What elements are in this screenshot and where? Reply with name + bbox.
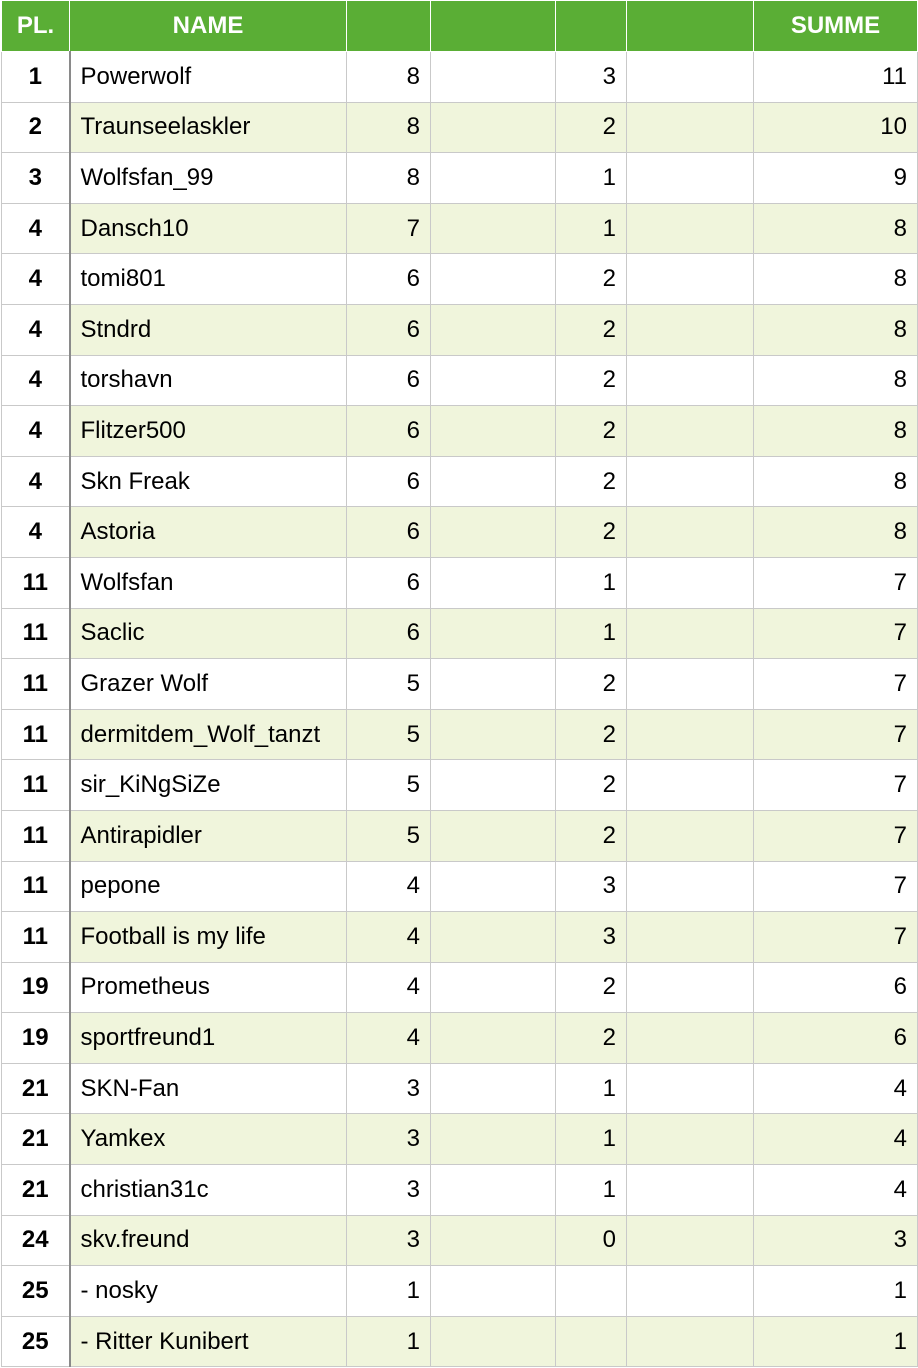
table-row <box>2 557 918 608</box>
points-a-cell: 6 <box>347 406 431 457</box>
points-a-cell: 6 <box>347 254 431 305</box>
points-b-cell <box>431 1165 556 1216</box>
name-cell: tomi801 <box>70 254 347 305</box>
sum-cell: 7 <box>754 861 918 912</box>
points-a-cell: 4 <box>347 1013 431 1064</box>
points-d-cell <box>627 608 754 659</box>
points-a-cell: 3 <box>347 1114 431 1165</box>
sum-cell: 8 <box>754 203 918 254</box>
points-d-cell <box>627 355 754 406</box>
header-col-4 <box>431 1 556 52</box>
table-row <box>2 962 918 1013</box>
points-a-cell: 6 <box>347 557 431 608</box>
table-row <box>2 153 918 204</box>
points-d-cell <box>627 557 754 608</box>
place-cell: 11 <box>2 861 70 912</box>
table-row <box>2 1063 918 1114</box>
name-cell: dermitdem_Wolf_tanzt <box>70 709 347 760</box>
points-d-cell <box>627 52 754 103</box>
place-cell: 4 <box>2 304 70 355</box>
header-name: NAME <box>70 1 347 52</box>
place-cell: 4 <box>2 406 70 457</box>
header-row <box>2 1 918 52</box>
sum-cell: 7 <box>754 760 918 811</box>
table-row <box>2 1215 918 1266</box>
points-c-cell <box>556 1266 627 1317</box>
sum-cell: 7 <box>754 810 918 861</box>
table-row <box>2 406 918 457</box>
place-cell: 21 <box>2 1165 70 1216</box>
standings-table <box>1 0 918 1367</box>
place-cell: 11 <box>2 810 70 861</box>
sum-cell: 7 <box>754 659 918 710</box>
name-cell: Grazer Wolf <box>70 659 347 710</box>
name-cell: Powerwolf <box>70 52 347 103</box>
sum-cell: 1 <box>754 1266 918 1317</box>
sum-cell: 8 <box>754 406 918 457</box>
table-row <box>2 355 918 406</box>
name-cell: Traunseelaskler <box>70 102 347 153</box>
table-row <box>2 254 918 305</box>
points-b-cell <box>431 1316 556 1367</box>
points-b-cell <box>431 659 556 710</box>
table-row <box>2 1316 918 1367</box>
sum-cell: 6 <box>754 962 918 1013</box>
points-c-cell: 2 <box>556 304 627 355</box>
table-row <box>2 861 918 912</box>
name-cell: sportfreund1 <box>70 1013 347 1064</box>
place-cell: 25 <box>2 1266 70 1317</box>
points-a-cell: 3 <box>347 1063 431 1114</box>
points-c-cell: 2 <box>556 456 627 507</box>
place-cell: 11 <box>2 912 70 963</box>
points-d-cell <box>627 254 754 305</box>
points-b-cell <box>431 507 556 558</box>
points-c-cell: 1 <box>556 153 627 204</box>
points-c-cell: 1 <box>556 608 627 659</box>
points-c-cell: 2 <box>556 659 627 710</box>
name-cell: christian31c <box>70 1165 347 1216</box>
table-row <box>2 608 918 659</box>
header-summe: SUMME <box>754 1 918 52</box>
sum-cell: 7 <box>754 709 918 760</box>
name-cell: Saclic <box>70 608 347 659</box>
table-row <box>2 1165 918 1216</box>
table-row <box>2 1114 918 1165</box>
sum-cell: 4 <box>754 1165 918 1216</box>
place-cell: 11 <box>2 760 70 811</box>
points-a-cell: 3 <box>347 1215 431 1266</box>
sum-cell: 11 <box>754 52 918 103</box>
table-row <box>2 507 918 558</box>
points-d-cell <box>627 304 754 355</box>
points-d-cell <box>627 709 754 760</box>
points-d-cell <box>627 659 754 710</box>
points-d-cell <box>627 810 754 861</box>
name-cell: - nosky <box>70 1266 347 1317</box>
name-cell: Astoria <box>70 507 347 558</box>
points-c-cell: 3 <box>556 52 627 103</box>
place-cell: 11 <box>2 659 70 710</box>
points-a-cell: 6 <box>347 355 431 406</box>
points-c-cell: 2 <box>556 709 627 760</box>
sum-cell: 8 <box>754 304 918 355</box>
points-b-cell <box>431 102 556 153</box>
points-c-cell: 3 <box>556 861 627 912</box>
points-d-cell <box>627 1013 754 1064</box>
header-col-6 <box>627 1 754 52</box>
place-cell: 4 <box>2 254 70 305</box>
points-a-cell: 6 <box>347 608 431 659</box>
name-cell: Stndrd <box>70 304 347 355</box>
points-a-cell: 6 <box>347 507 431 558</box>
points-a-cell: 8 <box>347 102 431 153</box>
points-a-cell: 7 <box>347 203 431 254</box>
name-cell: Football is my life <box>70 912 347 963</box>
points-b-cell <box>431 1266 556 1317</box>
points-d-cell <box>627 102 754 153</box>
points-a-cell: 4 <box>347 861 431 912</box>
points-c-cell: 2 <box>556 810 627 861</box>
table-row <box>2 203 918 254</box>
place-cell: 21 <box>2 1114 70 1165</box>
points-c-cell: 2 <box>556 254 627 305</box>
points-a-cell: 6 <box>347 456 431 507</box>
table-row <box>2 912 918 963</box>
name-cell: Yamkex <box>70 1114 347 1165</box>
table-row <box>2 1013 918 1064</box>
points-a-cell: 4 <box>347 912 431 963</box>
table-row <box>2 659 918 710</box>
points-c-cell: 1 <box>556 1114 627 1165</box>
table-row <box>2 709 918 760</box>
points-a-cell: 5 <box>347 709 431 760</box>
place-cell: 11 <box>2 608 70 659</box>
points-a-cell: 4 <box>347 962 431 1013</box>
points-c-cell: 2 <box>556 760 627 811</box>
place-cell: 1 <box>2 52 70 103</box>
sum-cell: 8 <box>754 355 918 406</box>
name-cell: Skn Freak <box>70 456 347 507</box>
header-col-5 <box>556 1 627 52</box>
place-cell: 2 <box>2 102 70 153</box>
points-b-cell <box>431 1215 556 1266</box>
place-cell: 4 <box>2 203 70 254</box>
table-row <box>2 102 918 153</box>
points-d-cell <box>627 1114 754 1165</box>
points-a-cell: 5 <box>347 760 431 811</box>
points-b-cell <box>431 810 556 861</box>
points-c-cell: 2 <box>556 355 627 406</box>
name-cell: Antirapidler <box>70 810 347 861</box>
name-cell: SKN-Fan <box>70 1063 347 1114</box>
sum-cell: 4 <box>754 1063 918 1114</box>
sum-cell: 8 <box>754 507 918 558</box>
points-d-cell <box>627 153 754 204</box>
points-d-cell <box>627 861 754 912</box>
sum-cell: 3 <box>754 1215 918 1266</box>
points-d-cell <box>627 1316 754 1367</box>
points-a-cell: 6 <box>347 304 431 355</box>
sum-cell: 8 <box>754 254 918 305</box>
points-b-cell <box>431 861 556 912</box>
table-row <box>2 760 918 811</box>
points-d-cell <box>627 912 754 963</box>
points-a-cell: 5 <box>347 659 431 710</box>
points-b-cell <box>431 406 556 457</box>
sum-cell: 7 <box>754 608 918 659</box>
name-cell: Wolfsfan <box>70 557 347 608</box>
name-cell: pepone <box>70 861 347 912</box>
place-cell: 4 <box>2 507 70 558</box>
points-d-cell <box>627 1266 754 1317</box>
points-b-cell <box>431 1063 556 1114</box>
place-cell: 11 <box>2 709 70 760</box>
sum-cell: 7 <box>754 557 918 608</box>
place-cell: 4 <box>2 456 70 507</box>
points-d-cell <box>627 456 754 507</box>
points-c-cell <box>556 1316 627 1367</box>
points-d-cell <box>627 507 754 558</box>
points-a-cell: 1 <box>347 1316 431 1367</box>
points-d-cell <box>627 1165 754 1216</box>
place-cell: 4 <box>2 355 70 406</box>
points-a-cell: 8 <box>347 153 431 204</box>
points-b-cell <box>431 456 556 507</box>
sum-cell: 9 <box>754 153 918 204</box>
place-cell: 21 <box>2 1063 70 1114</box>
name-cell: Dansch10 <box>70 203 347 254</box>
points-b-cell <box>431 153 556 204</box>
points-b-cell <box>431 608 556 659</box>
points-d-cell <box>627 406 754 457</box>
points-b-cell <box>431 52 556 103</box>
points-d-cell <box>627 760 754 811</box>
place-cell: 25 <box>2 1316 70 1367</box>
points-b-cell <box>431 304 556 355</box>
points-c-cell: 2 <box>556 507 627 558</box>
points-b-cell <box>431 1114 556 1165</box>
table-row <box>2 810 918 861</box>
place-cell: 24 <box>2 1215 70 1266</box>
points-c-cell: 2 <box>556 406 627 457</box>
points-b-cell <box>431 203 556 254</box>
table-row <box>2 304 918 355</box>
points-a-cell: 8 <box>347 52 431 103</box>
points-c-cell: 2 <box>556 1013 627 1064</box>
points-c-cell: 1 <box>556 1063 627 1114</box>
points-c-cell: 3 <box>556 912 627 963</box>
place-cell: 3 <box>2 153 70 204</box>
sum-cell: 1 <box>754 1316 918 1367</box>
table-row <box>2 456 918 507</box>
points-c-cell: 2 <box>556 962 627 1013</box>
header-col-3 <box>347 1 431 52</box>
sum-cell: 6 <box>754 1013 918 1064</box>
points-b-cell <box>431 912 556 963</box>
name-cell: Prometheus <box>70 962 347 1013</box>
points-c-cell: 1 <box>556 1165 627 1216</box>
name-cell: - Ritter Kunibert <box>70 1316 347 1367</box>
points-c-cell: 2 <box>556 102 627 153</box>
place-cell: 19 <box>2 1013 70 1064</box>
place-cell: 19 <box>2 962 70 1013</box>
points-d-cell <box>627 203 754 254</box>
points-c-cell: 0 <box>556 1215 627 1266</box>
sum-cell: 7 <box>754 912 918 963</box>
points-a-cell: 5 <box>347 810 431 861</box>
points-d-cell <box>627 1215 754 1266</box>
name-cell: Flitzer500 <box>70 406 347 457</box>
points-c-cell: 1 <box>556 557 627 608</box>
table-row <box>2 52 918 103</box>
place-cell: 11 <box>2 557 70 608</box>
points-c-cell: 1 <box>556 203 627 254</box>
name-cell: skv.freund <box>70 1215 347 1266</box>
points-b-cell <box>431 760 556 811</box>
sum-cell: 4 <box>754 1114 918 1165</box>
name-cell: sir_KiNgSiZe <box>70 760 347 811</box>
points-d-cell <box>627 962 754 1013</box>
name-cell: torshavn <box>70 355 347 406</box>
points-a-cell: 1 <box>347 1266 431 1317</box>
sum-cell: 8 <box>754 456 918 507</box>
name-cell: Wolfsfan_99 <box>70 153 347 204</box>
points-b-cell <box>431 557 556 608</box>
points-b-cell <box>431 355 556 406</box>
points-a-cell: 3 <box>347 1165 431 1216</box>
points-d-cell <box>627 1063 754 1114</box>
header-place: PL. <box>2 1 70 52</box>
table-row <box>2 1266 918 1317</box>
sum-cell: 10 <box>754 102 918 153</box>
points-b-cell <box>431 962 556 1013</box>
points-b-cell <box>431 1013 556 1064</box>
points-b-cell <box>431 709 556 760</box>
points-b-cell <box>431 254 556 305</box>
